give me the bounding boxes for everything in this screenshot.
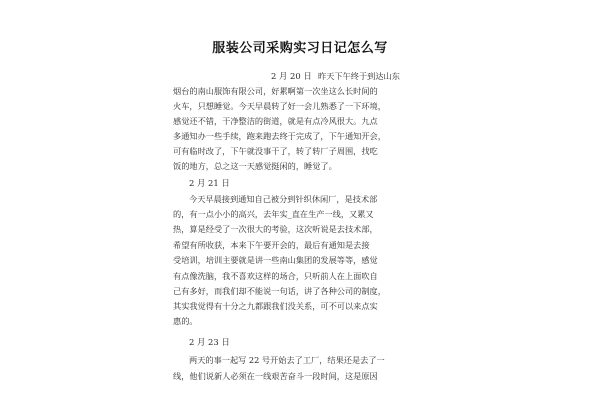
entry-line: 感觉还不错，干净整洁的街道，就是有点冷风很大。九点 xyxy=(173,116,378,126)
entry-line: 火车，只想睡觉。今天早晨转了好一会儿熟悉了一下环境， xyxy=(173,101,386,111)
entry-line: 受培训，培训主要就是讲一些南山集团的发展等等，感觉 xyxy=(173,255,378,265)
document-title: 服装公司采购实习日记怎么写 xyxy=(212,41,388,56)
entry-date: 2 月 21 日 xyxy=(189,178,230,188)
entry-line: 有点像洗脑，我不喜欢这样的场合，只听前人在上面吹自 xyxy=(173,271,378,281)
entry-line: 昨天下午终于到达山东 xyxy=(318,71,400,81)
entry-line: 的，有一点小小的高兴，去年实_直在生产一线，又累又 xyxy=(173,209,374,219)
entry-date: 2 月 23 日 xyxy=(189,337,230,347)
entry-line: 烟台的南山服饰有限公司，好累啊第一次坐这么长时间的 xyxy=(173,86,378,96)
entry-line: 希望有所收获，本来下午要开会的，最后有通知是去接 xyxy=(173,240,370,250)
entry-line: 可有临时改了，下午就没事干了，转了转厂子周围，找吃 xyxy=(173,146,378,156)
entry-line: 热，算是经受了一次很大的考验，这次听说是去技术部， xyxy=(173,224,378,234)
entry-line: 惠的。 xyxy=(173,316,198,326)
entry-line: 其实我觉得有十分之九都跟我们没关系，可不可以来点实 xyxy=(173,301,378,311)
entry-line: 饭的地方，总之这一天感觉挺闲的，睡觉了。 xyxy=(173,161,337,171)
entry-line: 今天早晨接到通知自己被分到针织休闲厂，是技术部 xyxy=(189,194,378,204)
entry-line: 两天的事一起写 22 号开始去了工厂，结果还是去了一 xyxy=(189,355,385,365)
entry-date: 2 月 20 日 xyxy=(271,71,312,81)
entry-line: 线，他们说新人必须在一线艰苦奋斗一段时间，这是原因 xyxy=(173,371,378,381)
entry-line: 多通知办一些手续，跑来跑去终于完成了，下午通知开会， xyxy=(173,131,386,141)
entry-line: 己有多好，而我们却不能说一句话，讲了各种公司的制度， xyxy=(173,286,386,296)
